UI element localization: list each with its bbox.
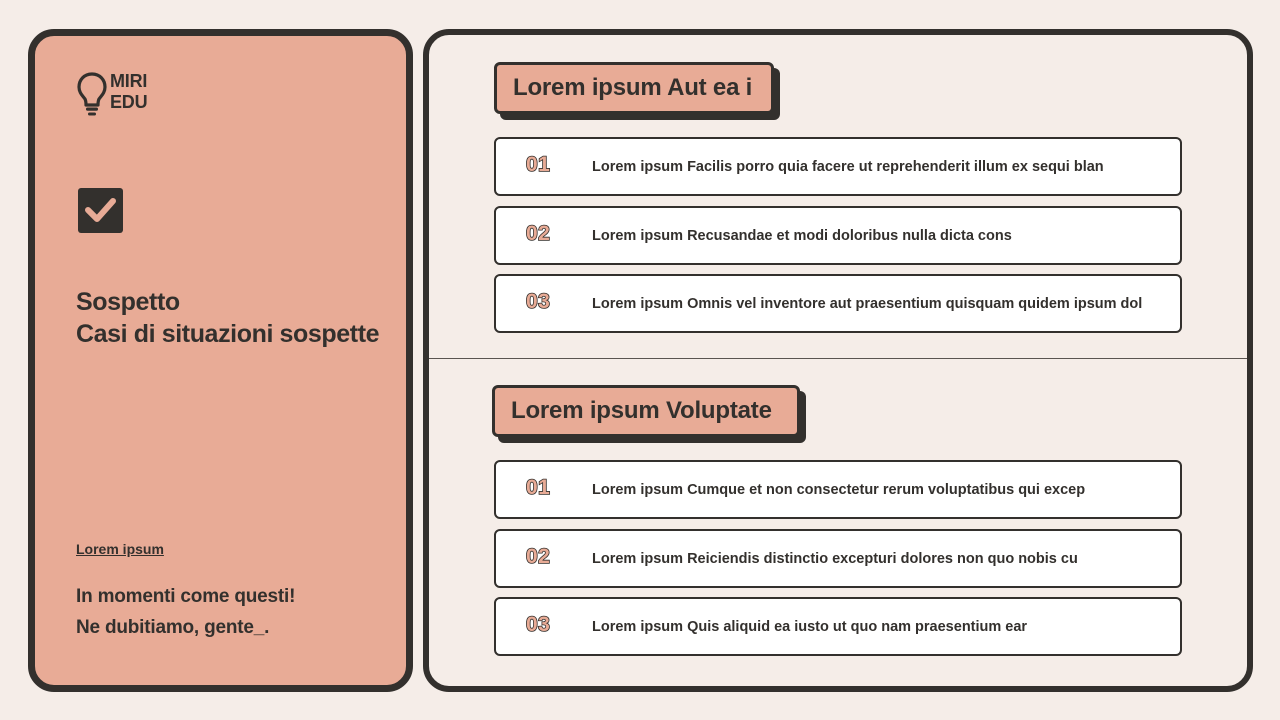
- list-item[interactable]: [494, 274, 1182, 333]
- page-title-line1: Sospetto: [76, 288, 180, 316]
- section-divider: [429, 358, 1247, 359]
- list-item[interactable]: [494, 597, 1182, 656]
- brand-name: [110, 71, 147, 113]
- page-title-line2: Casi di situazioni sospette: [76, 320, 380, 348]
- item-number: 03: [526, 290, 551, 313]
- item-text: Lorem ipsum Reiciendis distinctio excepturi dolores non quo nobis cu: [592, 551, 1078, 567]
- item-number: 02: [526, 222, 551, 245]
- list-item[interactable]: [494, 529, 1182, 588]
- brand-name-line2: EDU: [110, 92, 148, 112]
- item-text: Lorem ipsum Omnis vel inventore aut praesentium quisquam quidem ipsum dol: [592, 296, 1143, 312]
- item-text: Lorem ipsum Facilis porro quia facere ut reprehenderit illum ex sequi blan: [592, 159, 1104, 175]
- section-heading: Lorem ipsum Voluptate: [492, 385, 800, 437]
- list-item[interactable]: [494, 460, 1182, 519]
- checkbox-checked-icon: [78, 188, 123, 233]
- item-number: 02: [526, 545, 551, 568]
- page-title: [76, 286, 416, 350]
- content-panel: [423, 29, 1253, 692]
- brand-name-line1: MIRI: [110, 71, 148, 91]
- sidebar-footer-line2: Ne dubitiamo, gente_.: [76, 617, 270, 638]
- item-text: Lorem ipsum Quis aliquid ea iusto ut quo nam praesentium ear: [592, 619, 1028, 635]
- item-text: Lorem ipsum Recusandae et modi doloribus nulla dicta cons: [592, 228, 1012, 244]
- item-number: 01: [526, 476, 551, 499]
- sidebar-link[interactable]: Lorem ipsum: [76, 541, 164, 557]
- item-number: 01: [526, 153, 551, 176]
- sidebar-footer-line1: In momenti come questi!: [76, 586, 296, 607]
- list-item[interactable]: [494, 137, 1182, 196]
- item-number: 03: [526, 613, 551, 636]
- list-item[interactable]: [494, 206, 1182, 265]
- sidebar-footer: [76, 581, 295, 643]
- item-text: Lorem ipsum Cumque et non consectetur rerum voluptatibus qui excep: [592, 482, 1086, 498]
- section-heading: Lorem ipsum Aut ea i: [494, 62, 774, 114]
- sidebar-panel: [28, 29, 413, 692]
- lightbulb-icon: [76, 72, 108, 116]
